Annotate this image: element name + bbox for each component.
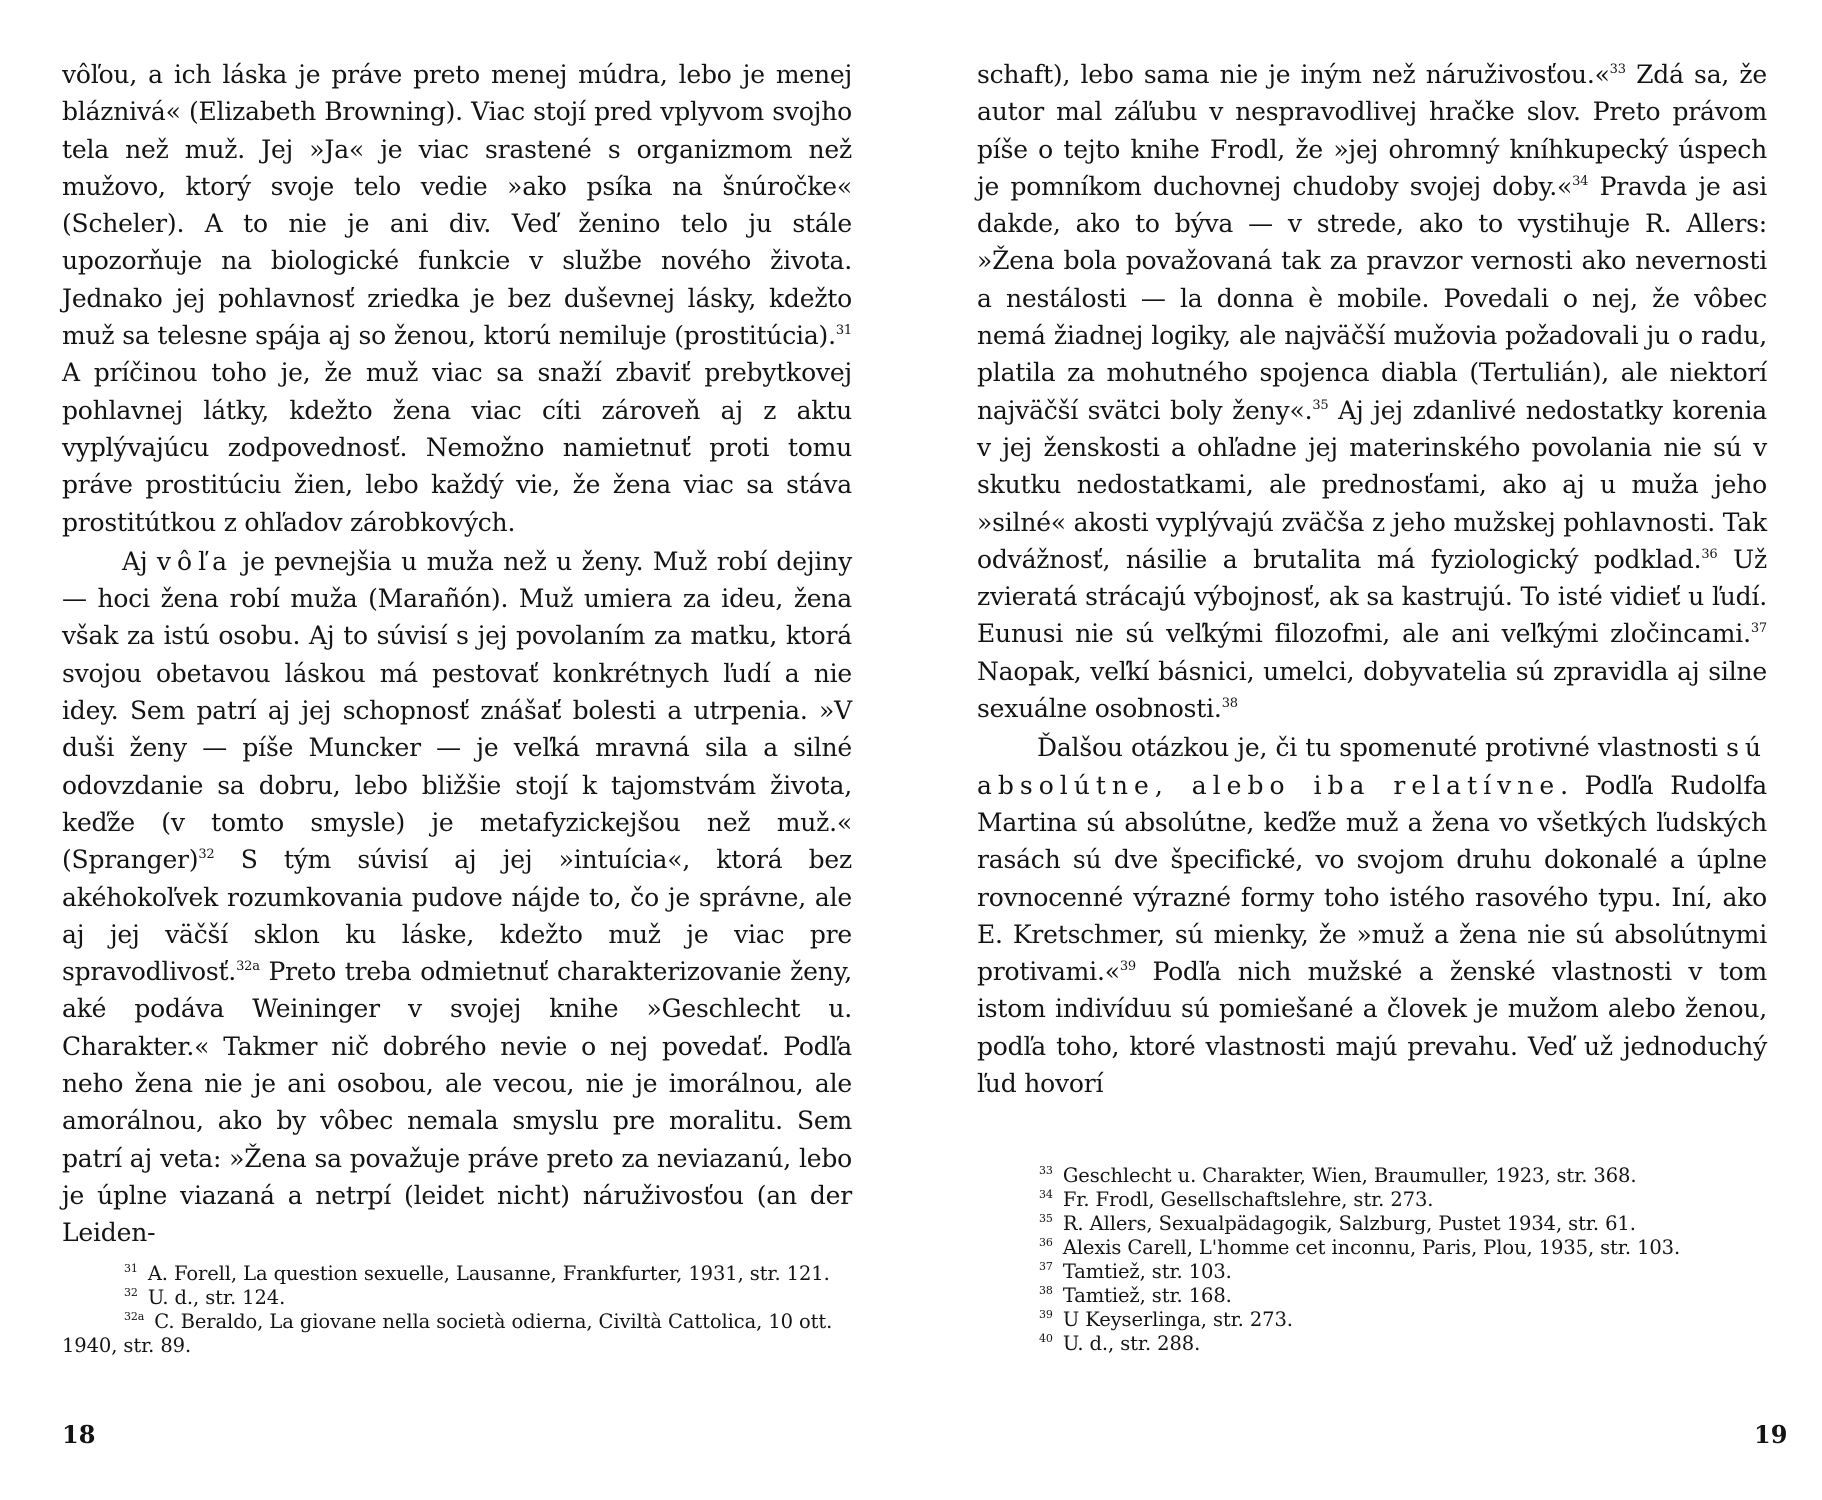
body-paragraph bbox=[62, 56, 852, 541]
footnote bbox=[977, 1164, 1767, 1188]
emphasized-text: sú absolútne, alebo iba relatívne bbox=[977, 733, 1767, 800]
footnote-number: 32a bbox=[124, 1310, 145, 1323]
footnote-text: U. d., str. 124. bbox=[147, 1286, 286, 1309]
text-run: Aj bbox=[122, 546, 157, 576]
footnote bbox=[977, 1260, 1767, 1284]
text-run: Už zvieratá strácajú výbojnosť, ak sa kastrujú. To isté vidieť u ľudí. Eunusi nie sú veľkými filozofmi, ale ani veľkými zločincami. bbox=[977, 544, 1768, 649]
footnote-reference: 36 bbox=[1701, 546, 1718, 562]
footnote-number: 39 bbox=[1039, 1308, 1053, 1321]
footnote bbox=[977, 1332, 1767, 1356]
text-run: Pravda je asi dakde, ako to býva — v strede, ako to vystihuje R. Allers: »Žena bola považovaná tak za pravzor vernosti ako nevernosti a nestálosti — la donna è mobile. Povedali o nej, že vôbec nemá žiadnej logiky, ale najväčší mužovia požadovali ju o radu, platila za mohutného spojenca diabla (Tertulián), ale niektorí najväčší svätci boly ženy«. bbox=[977, 171, 1767, 425]
emphasized-text: vôľa bbox=[156, 546, 233, 576]
footnote-text: C. Beraldo, La giovane nella società odierna, Civiltà Cattolica, 10 ott. 1940, str. 89. bbox=[62, 1310, 833, 1357]
footnote-number: 31 bbox=[124, 1262, 138, 1275]
text-run: . Podľa Rudolfa Martina sú absolútne, keďže muž a žena vo všetkých ľudských rasách sú dve špecifické, vo svojom druhu dokonalé a úplne rovnocenné výrazné formy toho istého rasového typu. Iní, ako E. Kretschmer, sú mienky, že »muž a žena nie sú absolútnymi protivami.« bbox=[977, 770, 1767, 987]
right-page-footnotes bbox=[977, 1164, 1767, 1356]
footnote-text: Tamtiež, str. 103. bbox=[1062, 1260, 1232, 1283]
text-run: Naopak, veľkí básnici, umelci, dobyvatelia sú zpravidla aj silne sexuálne osobnosti. bbox=[977, 656, 1767, 724]
footnote-reference: 33 bbox=[1609, 62, 1626, 77]
text-run: Podľa nich mužské a ženské vlastnosti v tom istom indivíduu sú pomiešané a človek je mužom alebo ženou, podľa toho, ktoré vlastnosti majú prevahu. Veď už jednoduchý ľud hovorí bbox=[977, 957, 1767, 1099]
footnote-reference: 37 bbox=[1750, 621, 1767, 637]
text-run: Zdá sa, že autor mal záľubu v nespravodlivej hračke slov. Preto právom píše o tejto knihe Frodl, že »jej ohromný kníhkupecký úspech je pomníkom duchovnej chudoby svojej doby.« bbox=[977, 60, 1767, 201]
text-run: A príčinou toho je, že muž viac sa snaží zbaviť prebytkovej pohlavnej látky, kdežto žena viac cíti zároveň aj z aktu vyplývajúcu zodpovednosť. Nemožno namietnuť proti tomu práve prostitúciu žien, lebo každý vie, že žena viac sa stáva prostitútkou z ohľadov zárobkových. bbox=[62, 358, 852, 537]
body-paragraph bbox=[62, 543, 852, 1252]
page-number-left: 18 bbox=[62, 1420, 96, 1449]
text-run: S tým súvisí aj jej »intuícia«, ktorá bez akéhokoľvek rozumkovania pudove nájde to, čo je správne, ale aj jej väčší sklon ku láske, kdežto muž je viac pre spravodlivosť. bbox=[62, 845, 852, 987]
right-page-body bbox=[977, 56, 1767, 1102]
footnote-text: Fr. Frodl, Gesellschaftslehre, str. 273. bbox=[1062, 1188, 1434, 1211]
footnote bbox=[977, 1212, 1767, 1236]
footnote bbox=[977, 1188, 1767, 1212]
footnote bbox=[62, 1286, 852, 1310]
footnote-number: 35 bbox=[1039, 1212, 1053, 1225]
footnote-number: 36 bbox=[1039, 1236, 1053, 1249]
body-paragraph bbox=[977, 729, 1767, 1102]
footnote-number: 33 bbox=[1039, 1164, 1053, 1177]
text-run: schaft), lebo sama nie je iným než náruživosťou.« bbox=[977, 60, 1610, 89]
footnote bbox=[977, 1236, 1767, 1260]
footnote-text: Alexis Carell, L'homme cet inconnu, Paris, Plou, 1935, str. 103. bbox=[1062, 1236, 1681, 1259]
text-run: Preto treba odmietnuť charakterizovanie ženy, aké podáva Weininger v svojej knihe »Geschlecht u. Charakter.« Takmer nič dobrého nevie o nej povedať. Podľa neho žena nie je ani osobou, ale vecou, nie je imorálnou, ale amorálnou, ako by vôbec nemala smyslu pre moralitu. Sem patrí aj veta: »Žena sa považuje práve preto za neviazanú, lebo je úplne viazaná a netrpí (leidet nicht) náruživosťou (an der Leiden- bbox=[62, 957, 852, 1248]
footnote-number: 38 bbox=[1039, 1284, 1053, 1297]
page-number-right: 19 bbox=[1754, 1420, 1788, 1449]
footnote-text: U Keyserlinga, str. 273. bbox=[1062, 1308, 1293, 1331]
footnote-number: 37 bbox=[1039, 1260, 1053, 1273]
left-page-footnotes bbox=[62, 1262, 852, 1358]
footnote bbox=[977, 1308, 1767, 1332]
text-run: Ďalšou otázkou je, či tu spomenuté protivné vlastnosti bbox=[1037, 733, 1727, 763]
footnote-text: Tamtiež, str. 168. bbox=[1062, 1284, 1232, 1307]
footnote-reference: 31 bbox=[835, 323, 852, 339]
footnote-text: R. Allers, Sexualpädagogik, Salzburg, Pustet 1934, str. 61. bbox=[1062, 1212, 1636, 1235]
footnote-reference: 35 bbox=[1312, 397, 1329, 413]
footnote bbox=[62, 1310, 852, 1358]
footnote bbox=[977, 1284, 1767, 1308]
footnote-text: Geschlecht u. Charakter, Wien, Braumuller, 1923, str. 368. bbox=[1062, 1164, 1637, 1187]
footnote-number: 34 bbox=[1039, 1188, 1053, 1201]
footnote-text: U. d., str. 288. bbox=[1062, 1332, 1201, 1355]
footnote-reference: 32 bbox=[198, 847, 215, 863]
footnote-number: 32 bbox=[124, 1286, 138, 1299]
footnote bbox=[62, 1262, 852, 1286]
text-run: Aj jej zdanlivé nedostatky korenia v jej ženskosti a ohľadne jej materinského povolania nie sú v skutku nedostatkami, ale prednosťami, ako aj u muža jeho »silné« akosti vyplývajú zväčša z jeho mužskej pohlavnosti. Tak odvážnosť, násilie a brutalita má fyziologický podklad. bbox=[977, 395, 1767, 574]
footnote-number: 40 bbox=[1039, 1332, 1053, 1345]
footnote-reference: 38 bbox=[1221, 696, 1238, 712]
footnote-reference: 32a bbox=[236, 959, 260, 975]
right-page bbox=[911, 0, 1822, 1500]
left-page-body bbox=[62, 56, 852, 1252]
body-paragraph bbox=[977, 56, 1767, 727]
footnote-reference: 39 bbox=[1119, 959, 1136, 975]
text-run: vôľou, a ich láska je práve preto menej múdra, lebo je menej bláznivá« (Elizabeth Browning). Viac stojí pred vplyvom svojho tela než muž. Jej »Ja« je viac srastené s organizmom než mužovo, ktorý svoje telo vedie »ako psíka na šnúročke« (Scheler). A to nie je ani div. Veď ženino telo ju stále upozorňuje na biologické funkcie v službe nového života. Jednako jej pohlavnosť zriedka je bez duševnej lásky, kdežto muž sa telesne spája aj so ženou, ktorú nemiluje (prostitúcia). bbox=[62, 60, 852, 351]
footnote-reference: 34 bbox=[1572, 173, 1589, 189]
footnote-text: A. Forell, La question sexuelle, Lausanne, Frankfurter, 1931, str. 121. bbox=[147, 1262, 830, 1285]
text-run: je pevnejšia u muža než u ženy. Muž robí dejiny — hoci žena robí muža (Marañón). Muž umiera za ideu, žena však za istú osobu. Aj to súvisí s jej povolaním za matku, ktorá svojou obetavou láskou má pestovať konkrétnych ľudí a nie idey. Sem patrí aj jej schopnosť znášať bolesti a utrpenia. »V duši ženy — píše Muncker — je veľká mravná sila a silné odovzdanie sa dobru, lebo bližšie stojí k tajomstvám života, keďže (v tomto smysle) je metafyzickejšou než muž.« (Spranger) bbox=[62, 546, 852, 875]
